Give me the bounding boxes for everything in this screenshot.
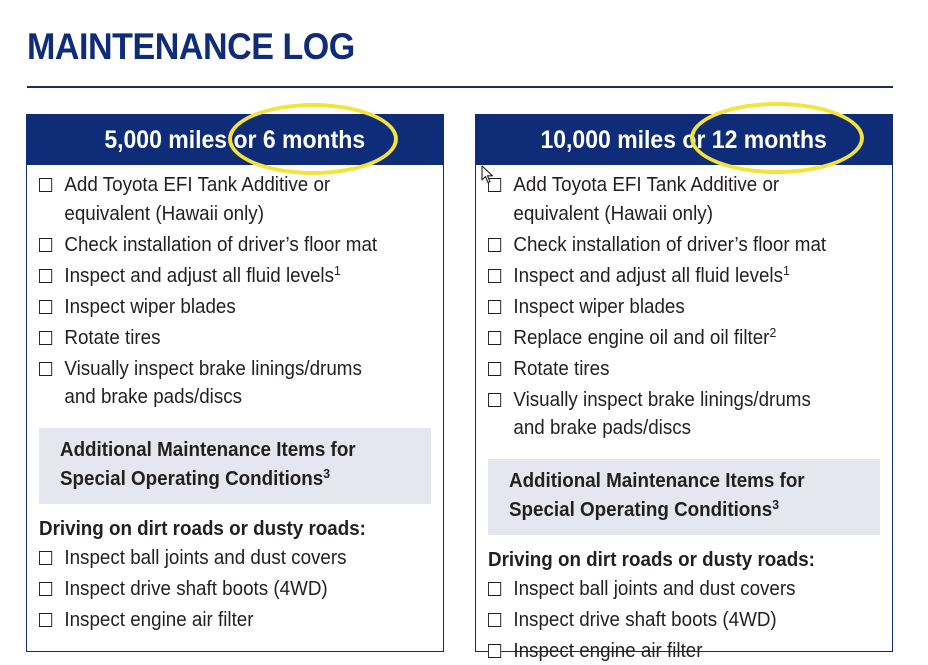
checkbox[interactable] — [39, 238, 52, 252]
maintenance-column-5000 — [26, 114, 444, 652]
special-conditions-box: Additional Maintenance Items for Special Operating Conditions$^3$ — [488, 459, 880, 535]
checklist-item: Inspect ball joints and dust covers — [39, 544, 419, 573]
checklist — [27, 165, 443, 412]
column-header: 10,000 miles or 12 months — [476, 115, 892, 165]
checklist-item: Replace engine oil and oil filter$^2$ — [488, 324, 868, 353]
footnote-marker: 3 — [323, 466, 330, 481]
mouse-cursor-icon — [481, 165, 495, 185]
checkbox[interactable] — [488, 238, 501, 252]
checkbox[interactable] — [39, 582, 52, 596]
column-header: 5,000 miles or 6 months — [27, 115, 443, 165]
checkbox[interactable] — [488, 362, 501, 376]
section-checklist — [476, 573, 892, 665]
checkbox[interactable] — [488, 331, 501, 345]
footnote-marker: 1 — [783, 263, 790, 278]
checklist-item: Rotate tires — [39, 324, 419, 353]
checklist-item: Check installation of driver’s floor mat — [488, 231, 868, 260]
checklist-item: Add Toyota EFI Tank Additive or equivalent (Hawaii only) — [488, 171, 868, 228]
checklist-item: Inspect and adjust all fluid levels$^1$ — [488, 262, 868, 291]
checklist-item: Inspect engine air filter — [488, 637, 868, 665]
title-divider — [27, 86, 893, 88]
checklist-item: Inspect drive shaft boots (4WD) — [488, 606, 868, 635]
checklist-item: Add Toyota EFI Tank Additive or equivalent (Hawaii only) — [39, 171, 419, 228]
checklist-item: Rotate tires — [488, 355, 868, 384]
section-heading: Driving on dirt roads or dusty roads: — [488, 547, 868, 573]
checkbox[interactable] — [488, 582, 501, 596]
checklist-item: Inspect and adjust all fluid levels$^1$ — [39, 262, 419, 291]
footnote-marker: 3 — [772, 497, 779, 512]
checklist-item: Visually inspect brake linings/drums and brake pads/discs — [488, 386, 868, 443]
checkbox[interactable] — [488, 613, 501, 627]
checkbox[interactable] — [39, 613, 52, 627]
checkbox[interactable] — [39, 269, 52, 283]
maintenance-column-10000 — [475, 114, 893, 652]
checklist-item: Inspect ball joints and dust covers — [488, 575, 868, 604]
checkbox[interactable] — [488, 269, 501, 283]
special-conditions-box: Additional Maintenance Items for Special Operating Conditions$^3$ — [39, 428, 431, 504]
checklist-item: Inspect engine air filter — [39, 606, 419, 635]
checklist-item: Inspect wiper blades — [39, 293, 419, 322]
checkbox[interactable] — [488, 644, 501, 658]
section-checklist — [27, 542, 443, 635]
footnote-marker: 1 — [334, 263, 341, 278]
section-heading: Driving on dirt roads or dusty roads: — [39, 516, 419, 542]
checkbox[interactable] — [39, 178, 52, 192]
checklist-item: Visually inspect brake linings/drums and brake pads/discs — [39, 355, 419, 412]
checkbox[interactable] — [39, 551, 52, 565]
checkbox[interactable] — [39, 331, 52, 345]
footnote-marker: 2 — [769, 325, 776, 340]
checkbox[interactable] — [39, 362, 52, 376]
checkbox[interactable] — [39, 300, 52, 314]
checkbox[interactable] — [488, 300, 501, 314]
checkbox[interactable] — [488, 393, 501, 407]
page-title: MAINTENANCE LOG — [27, 26, 355, 68]
checklist-item: Inspect wiper blades — [488, 293, 868, 322]
checklist-item: Inspect drive shaft boots (4WD) — [39, 575, 419, 604]
checklist — [476, 165, 892, 443]
checklist-item: Check installation of driver’s floor mat — [39, 231, 419, 260]
